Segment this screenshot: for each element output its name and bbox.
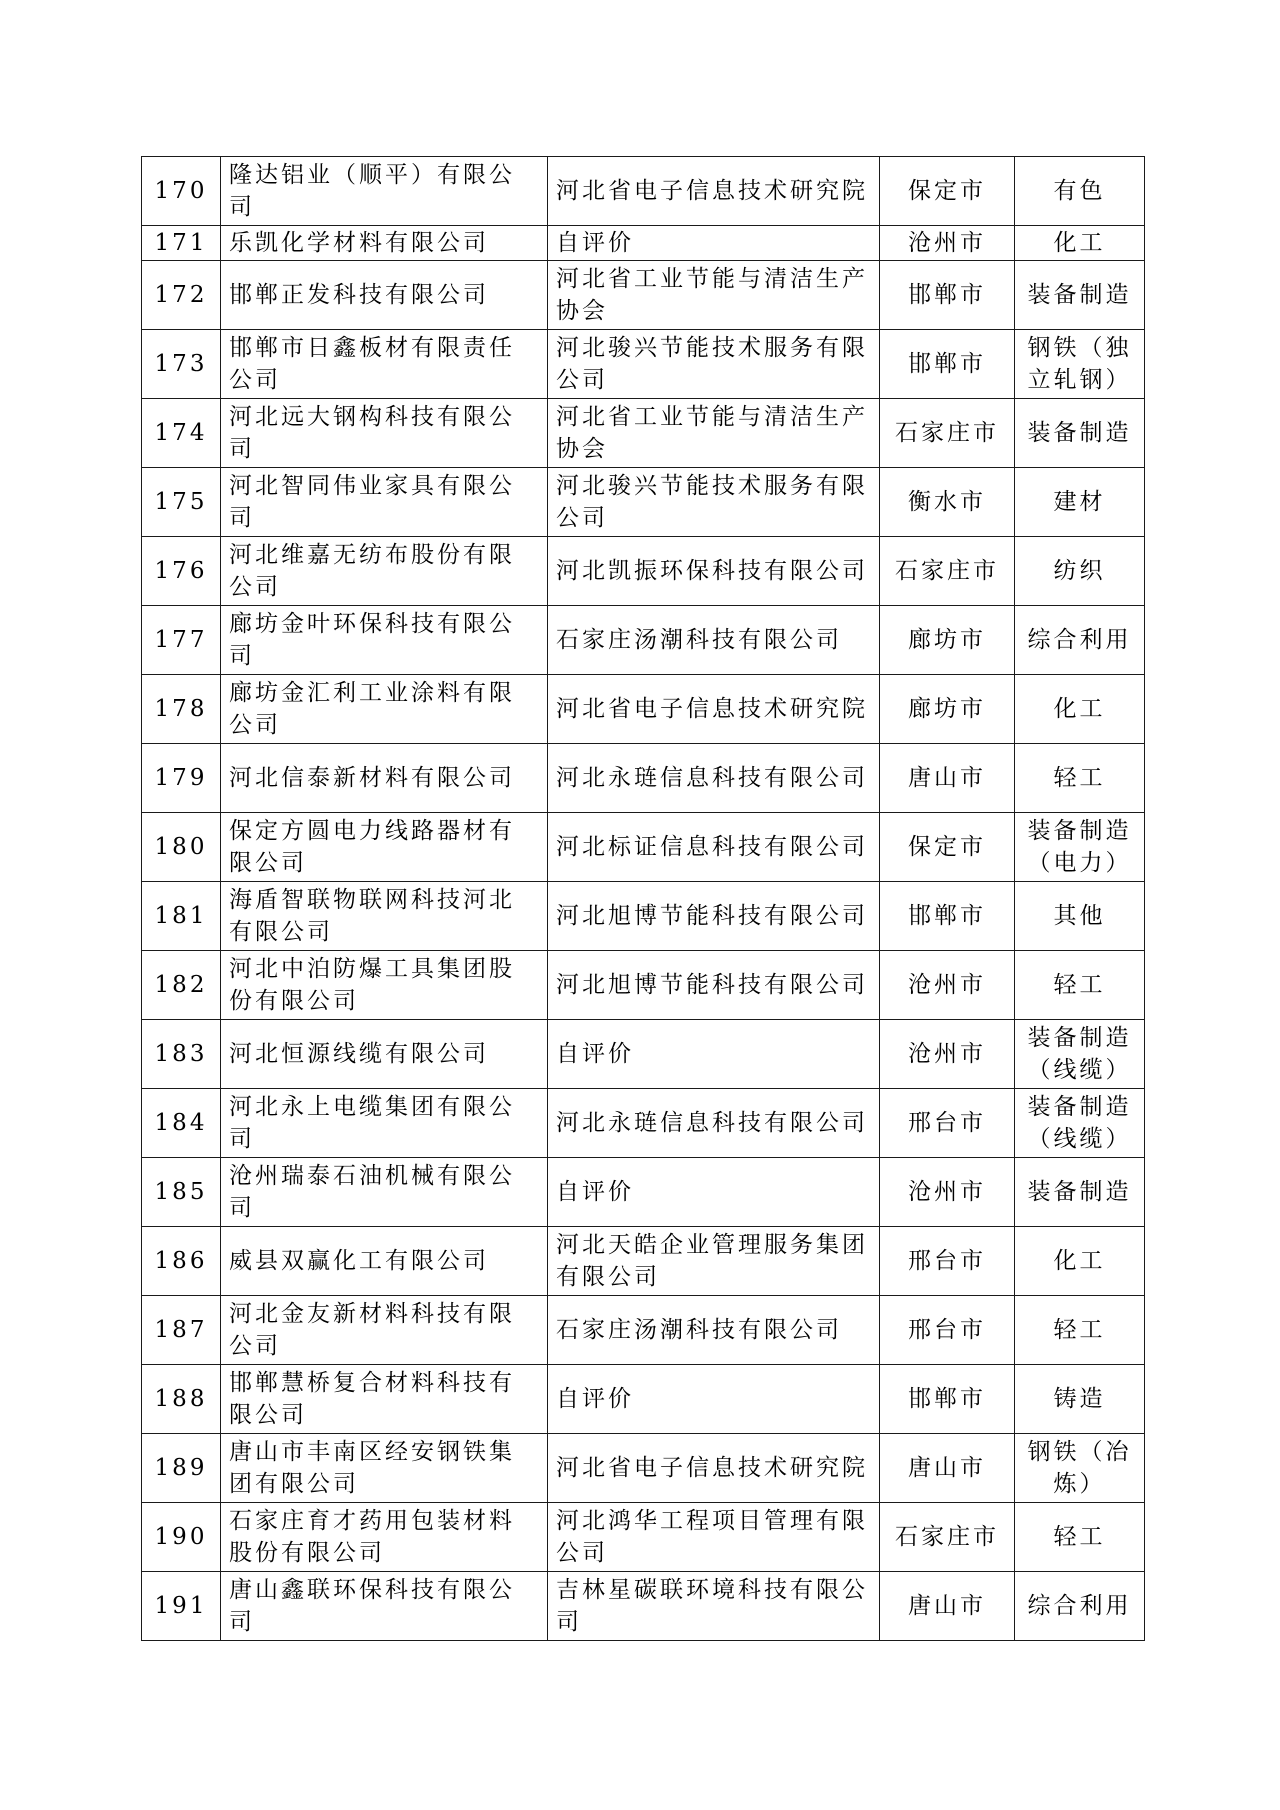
evaluator-org-cell: 河北凯振环保科技有限公司 — [548, 537, 880, 606]
table-row — [142, 1227, 1145, 1296]
industry-cell: 综合利用 — [1015, 606, 1145, 675]
city-cell: 唐山市 — [880, 1434, 1015, 1503]
table-row — [142, 675, 1145, 744]
table-row — [142, 330, 1145, 399]
evaluator-org-cell: 河北省工业节能与清洁生产协会 — [548, 261, 880, 330]
table-row — [142, 1089, 1145, 1158]
row-number-cell: 185 — [142, 1158, 221, 1227]
row-number-cell: 171 — [142, 226, 221, 261]
enterprise-table-body — [142, 157, 1145, 1641]
industry-cell: 建材 — [1015, 468, 1145, 537]
city-cell: 邢台市 — [880, 1296, 1015, 1365]
industry-cell: 化工 — [1015, 226, 1145, 261]
company-name-cell: 保定方圆电力线路器材有限公司 — [221, 813, 548, 882]
evaluator-org-cell: 吉林星碳联环境科技有限公司 — [548, 1572, 880, 1641]
company-name-cell: 石家庄育才药用包装材料股份有限公司 — [221, 1503, 548, 1572]
company-name-cell: 海盾智联物联网科技河北有限公司 — [221, 882, 548, 951]
table-row — [142, 1503, 1145, 1572]
company-name-cell: 廊坊金叶环保科技有限公司 — [221, 606, 548, 675]
row-number-cell: 177 — [142, 606, 221, 675]
company-name-cell: 河北中泊防爆工具集团股份有限公司 — [221, 951, 548, 1020]
evaluator-org-cell: 河北旭博节能科技有限公司 — [548, 882, 880, 951]
city-cell: 唐山市 — [880, 1572, 1015, 1641]
industry-cell: 轻工 — [1015, 951, 1145, 1020]
row-number-cell: 175 — [142, 468, 221, 537]
city-cell: 沧州市 — [880, 226, 1015, 261]
row-number-cell: 178 — [142, 675, 221, 744]
city-cell: 保定市 — [880, 813, 1015, 882]
industry-cell: 轻工 — [1015, 744, 1145, 813]
row-number-cell: 180 — [142, 813, 221, 882]
industry-cell: 装备制造（线缆） — [1015, 1089, 1145, 1158]
city-cell: 沧州市 — [880, 951, 1015, 1020]
city-cell: 邢台市 — [880, 1227, 1015, 1296]
industry-cell: 钢铁（独立轧钢） — [1015, 330, 1145, 399]
table-row — [142, 399, 1145, 468]
row-number-cell: 183 — [142, 1020, 221, 1089]
city-cell: 唐山市 — [880, 744, 1015, 813]
city-cell: 沧州市 — [880, 1020, 1015, 1089]
city-cell: 沧州市 — [880, 1158, 1015, 1227]
evaluator-org-cell: 河北省工业节能与清洁生产协会 — [548, 399, 880, 468]
evaluator-org-cell: 河北标证信息科技有限公司 — [548, 813, 880, 882]
table-row — [142, 606, 1145, 675]
row-number-cell: 189 — [142, 1434, 221, 1503]
evaluator-org-cell: 自评价 — [548, 226, 880, 261]
company-name-cell: 河北维嘉无纺布股份有限公司 — [221, 537, 548, 606]
company-name-cell: 唐山鑫联环保科技有限公司 — [221, 1572, 548, 1641]
city-cell: 邯郸市 — [880, 330, 1015, 399]
row-number-cell: 172 — [142, 261, 221, 330]
city-cell: 邯郸市 — [880, 261, 1015, 330]
industry-cell: 轻工 — [1015, 1296, 1145, 1365]
company-name-cell: 邯郸市日鑫板材有限责任公司 — [221, 330, 548, 399]
company-name-cell: 河北金友新材料科技有限公司 — [221, 1296, 548, 1365]
industry-cell: 其他 — [1015, 882, 1145, 951]
industry-cell: 装备制造 — [1015, 399, 1145, 468]
evaluator-org-cell: 自评价 — [548, 1020, 880, 1089]
table-row — [142, 951, 1145, 1020]
industry-cell: 轻工 — [1015, 1503, 1145, 1572]
company-name-cell: 唐山市丰南区经安钢铁集团有限公司 — [221, 1434, 548, 1503]
industry-cell: 化工 — [1015, 675, 1145, 744]
city-cell: 石家庄市 — [880, 537, 1015, 606]
row-number-cell: 173 — [142, 330, 221, 399]
row-number-cell: 182 — [142, 951, 221, 1020]
city-cell: 石家庄市 — [880, 1503, 1015, 1572]
table-row — [142, 882, 1145, 951]
city-cell: 廊坊市 — [880, 606, 1015, 675]
industry-cell: 装备制造 — [1015, 1158, 1145, 1227]
company-name-cell: 乐凯化学材料有限公司 — [221, 226, 548, 261]
industry-cell: 纺织 — [1015, 537, 1145, 606]
industry-cell: 化工 — [1015, 1227, 1145, 1296]
table-row — [142, 1020, 1145, 1089]
industry-cell: 装备制造（线缆） — [1015, 1020, 1145, 1089]
industry-cell: 装备制造 — [1015, 261, 1145, 330]
company-name-cell: 河北永上电缆集团有限公司 — [221, 1089, 548, 1158]
row-number-cell: 190 — [142, 1503, 221, 1572]
company-name-cell: 廊坊金汇利工业涂料有限公司 — [221, 675, 548, 744]
company-name-cell: 邯郸慧桥复合材料科技有限公司 — [221, 1365, 548, 1434]
row-number-cell: 174 — [142, 399, 221, 468]
evaluator-org-cell: 河北省电子信息技术研究院 — [548, 675, 880, 744]
table-row — [142, 157, 1145, 226]
evaluator-org-cell: 河北省电子信息技术研究院 — [548, 1434, 880, 1503]
evaluator-org-cell: 自评价 — [548, 1365, 880, 1434]
city-cell: 邢台市 — [880, 1089, 1015, 1158]
row-number-cell: 181 — [142, 882, 221, 951]
evaluator-org-cell: 河北永琏信息科技有限公司 — [548, 744, 880, 813]
row-number-cell: 179 — [142, 744, 221, 813]
evaluator-org-cell: 河北旭博节能科技有限公司 — [548, 951, 880, 1020]
table-row — [142, 1434, 1145, 1503]
row-number-cell: 184 — [142, 1089, 221, 1158]
row-number-cell: 187 — [142, 1296, 221, 1365]
table-row — [142, 813, 1145, 882]
city-cell: 邯郸市 — [880, 1365, 1015, 1434]
company-name-cell: 河北远大钢构科技有限公司 — [221, 399, 548, 468]
evaluator-org-cell: 河北天皓企业管理服务集团有限公司 — [548, 1227, 880, 1296]
city-cell: 邯郸市 — [880, 882, 1015, 951]
evaluator-org-cell: 河北省电子信息技术研究院 — [548, 157, 880, 226]
city-cell: 衡水市 — [880, 468, 1015, 537]
table-row — [142, 468, 1145, 537]
city-cell: 保定市 — [880, 157, 1015, 226]
industry-cell: 铸造 — [1015, 1365, 1145, 1434]
company-name-cell: 河北信泰新材料有限公司 — [221, 744, 548, 813]
city-cell: 石家庄市 — [880, 399, 1015, 468]
row-number-cell: 188 — [142, 1365, 221, 1434]
row-number-cell: 191 — [142, 1572, 221, 1641]
industry-cell: 综合利用 — [1015, 1572, 1145, 1641]
company-name-cell: 邯郸正发科技有限公司 — [221, 261, 548, 330]
evaluator-org-cell: 自评价 — [548, 1158, 880, 1227]
evaluator-org-cell: 石家庄汤潮科技有限公司 — [548, 1296, 880, 1365]
industry-cell: 装备制造（电力） — [1015, 813, 1145, 882]
table-row — [142, 226, 1145, 261]
table-row — [142, 261, 1145, 330]
row-number-cell: 176 — [142, 537, 221, 606]
table-row — [142, 537, 1145, 606]
table-row — [142, 1158, 1145, 1227]
evaluator-org-cell: 河北骏兴节能技术服务有限公司 — [548, 468, 880, 537]
company-name-cell: 威县双赢化工有限公司 — [221, 1227, 548, 1296]
table-row — [142, 1296, 1145, 1365]
company-name-cell: 沧州瑞泰石油机械有限公司 — [221, 1158, 548, 1227]
evaluator-org-cell: 河北骏兴节能技术服务有限公司 — [548, 330, 880, 399]
evaluator-org-cell: 河北鸿华工程项目管理有限公司 — [548, 1503, 880, 1572]
row-number-cell: 186 — [142, 1227, 221, 1296]
row-number-cell: 170 — [142, 157, 221, 226]
industry-cell: 钢铁（冶炼） — [1015, 1434, 1145, 1503]
evaluator-org-cell: 石家庄汤潮科技有限公司 — [548, 606, 880, 675]
table-row — [142, 1365, 1145, 1434]
enterprise-table — [141, 156, 1145, 1641]
industry-cell: 有色 — [1015, 157, 1145, 226]
table-row — [142, 744, 1145, 813]
evaluator-org-cell: 河北永琏信息科技有限公司 — [548, 1089, 880, 1158]
company-name-cell: 隆达铝业（顺平）有限公司 — [221, 157, 548, 226]
table-row — [142, 1572, 1145, 1641]
company-name-cell: 河北智同伟业家具有限公司 — [221, 468, 548, 537]
company-name-cell: 河北恒源线缆有限公司 — [221, 1020, 548, 1089]
city-cell: 廊坊市 — [880, 675, 1015, 744]
